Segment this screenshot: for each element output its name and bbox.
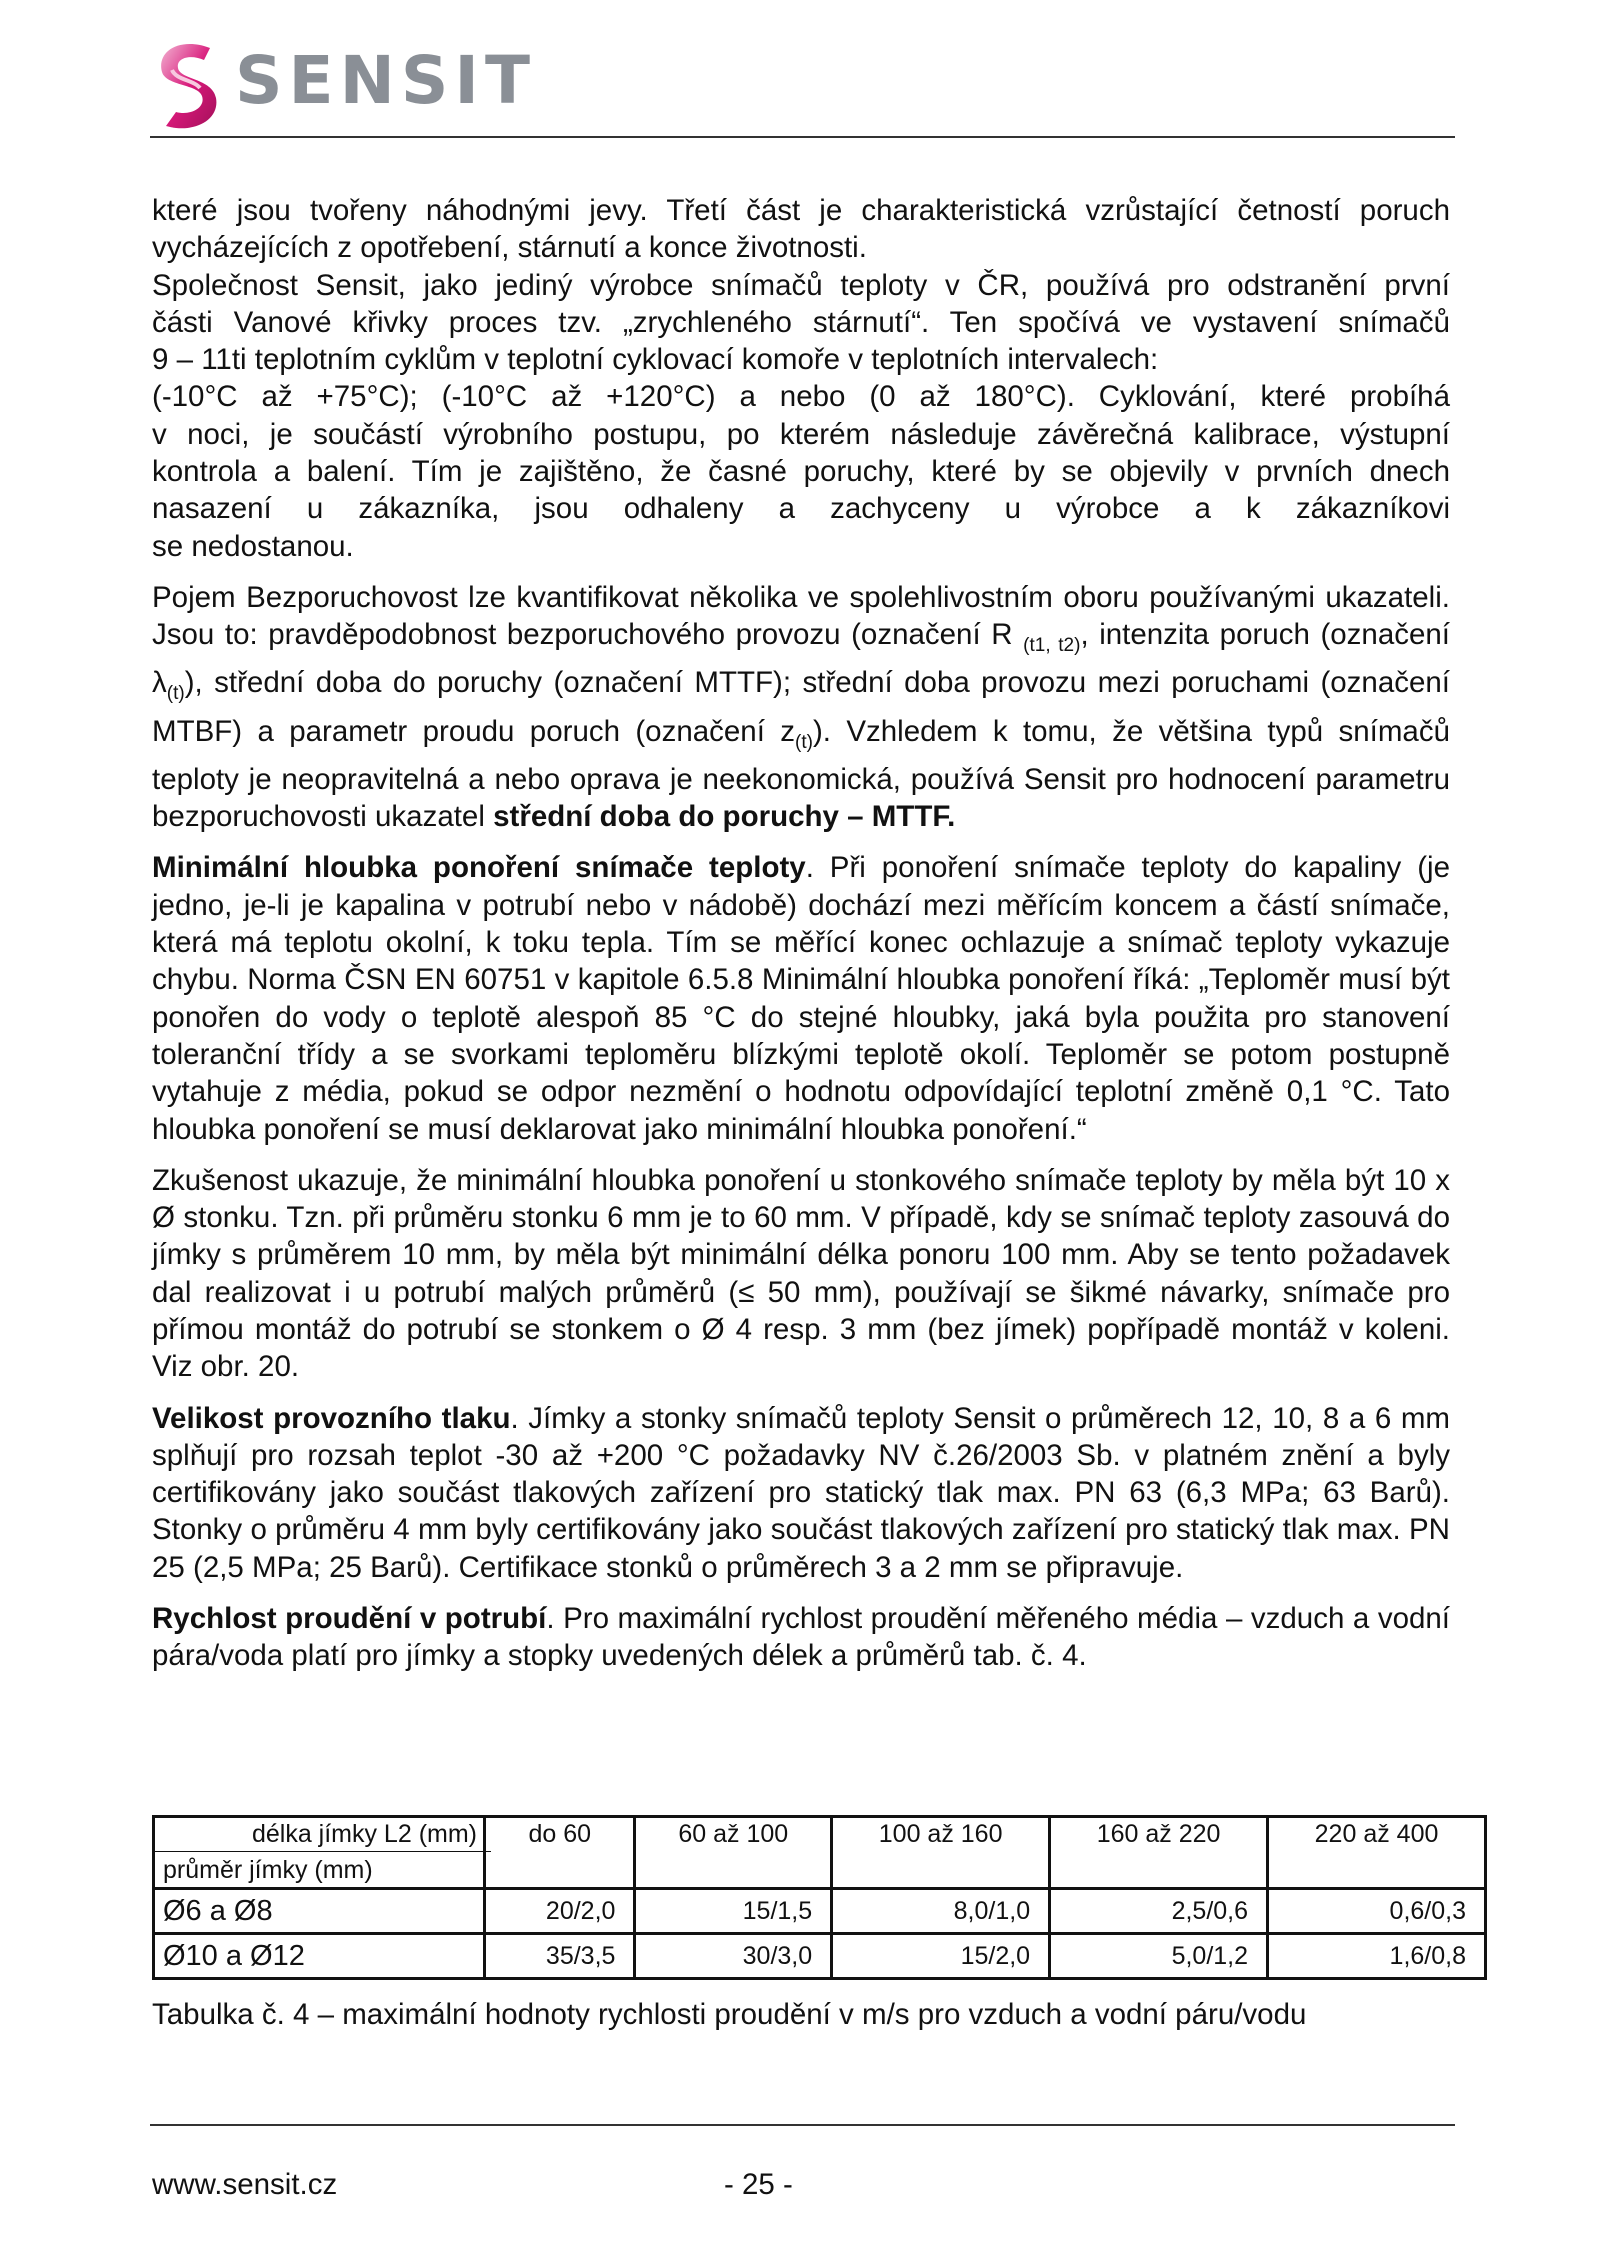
- sensit-logo-mark-icon: [150, 40, 230, 130]
- table-caption: Tabulka č. 4 – maximální hodnoty rychlosti proudění v m/s pro vzduch a vodní páru/vodu: [152, 1998, 1307, 2031]
- row-axis-label: průměr jímky (mm): [155, 1851, 491, 1885]
- table-cell: 15/2,0: [832, 1934, 1050, 1979]
- table-cell: 5,0/1,2: [1050, 1934, 1268, 1979]
- text-line: nasazení u zákazníka, jsou odhaleny a zachyceny u výrobce a k zákazníkovi: [152, 492, 1450, 526]
- brand-name: SENSIT: [235, 42, 536, 119]
- subscript: (t): [166, 683, 185, 705]
- text-line: 9 – 11ti teplotním cyklům v teplotní cyklovací komoře v teplotních intervalech:: [152, 343, 1159, 377]
- column-header: 100 až 160: [832, 1817, 1050, 1889]
- column-header: 160 až 220: [1050, 1817, 1268, 1889]
- text-span: ). Vzhledem k tomu, že většina typů snímačů teploty je neopravitelná a nebo oprava je neekonomická, používá Sensit pro hodnocení parametru bezporuchovosti ukazatel: [152, 714, 1450, 834]
- section-heading: Rychlost proudění v potrubí: [152, 1602, 547, 1636]
- footer-website-link[interactable]: www.sensit.cz: [152, 2168, 338, 2201]
- text-span: Pojem Bezporuchovost lze kvantifikovat několika ve spolehlivostním oboru používanými ukazateli. Jsou to: pravděpodobnost bezporuchového provozu (označení R: [152, 580, 1450, 652]
- text-line: části Vanové křivky proces tzv. „zrychleného stárnutí“. Ten spočívá ve vystavení snímačů: [152, 305, 1450, 339]
- flow-speed-table: [152, 1815, 1487, 1980]
- row-label: Ø6 a Ø8: [154, 1889, 485, 1934]
- text-line: se nedostanou.: [152, 529, 354, 563]
- text-span: Zkušenost ukazuje, že minimální hloubka ponoření u stonkového snímače teploty by měla být 10 x Ø stonku. Tzn. při průměru stonku 6 mm je to 60 mm. V případě, kdy se snímač teploty zasouvá do jímky s průměrem 10 mm, by měla být minimální délka ponoru 100 mm. Aby se tento požadavek dal realizovat i u potrubí malých průměrů (≤ 50 mm), používají se šikmé návarky, snímače pro přímou montáž do potrubí se stonkem o Ø 4 resp. 3 mm (bez jímek) popřípadě montáž v koleni. Viz obr. 20.: [152, 1163, 1450, 1384]
- header-divider: [150, 136, 1455, 138]
- column-axis-label: délka jímky L2 (mm): [251, 1820, 477, 1848]
- column-header: 60 až 100: [635, 1817, 832, 1889]
- text-span: . Pro maximální rychlost proudění měřeného média – vzduch a vodní pára/voda platí pro jímky a stopky uvedených délek a průměrů tab. č. 4.: [152, 1602, 1450, 1673]
- text-span: ), střední doba do poruchy (označení MTTF); střední doba provozu mezi poruchami (označení MTBF) a parametr proudu poruch (označení z: [152, 666, 1450, 748]
- paragraph-pressure: [152, 1400, 1450, 1586]
- text-line: Společnost Sensit, jako jediný výrobce snímačů teploty v ČR, používá pro odstranění první: [152, 268, 1450, 302]
- paragraph-flow-speed: [152, 1600, 1450, 1675]
- column-header: 220 až 400: [1268, 1817, 1486, 1889]
- text-line: v noci, je součástí výrobního postupu, po kterém následuje závěrečná kalibrace, výstupní: [152, 417, 1450, 451]
- table-row: [154, 1934, 1486, 1979]
- text-span: . Jímky a stonky snímačů teploty Sensit o průměrech 12, 10, 8 a 6 mm splňují pro rozsah teplot -30 až +200 °C požadavky NV č.26/2003 Sb. v platném znění a byly certifikovány jako součást tlakových zařízení pro statický tlak max. PN 63 (6,3 MPa; 63 Barů). Stonky o průměru 4 mm byly certifikovány jako součást tlakových zařízení pro statický tlak max. PN 25 (2,5 MPa; 25 Barů). Certifikace stonků o průměrech 3 a 2 mm se připravuje.: [152, 1401, 1450, 1584]
- table-cell: 30/3,0: [635, 1934, 832, 1979]
- section-heading: Minimální hloubka ponoření snímače teploty: [152, 851, 806, 885]
- table-cell: 2,5/0,6: [1050, 1889, 1268, 1934]
- subscript: (t): [795, 731, 813, 753]
- table-header-row: [154, 1817, 1486, 1889]
- row-label: Ø10 a Ø12: [154, 1934, 485, 1979]
- section-heading: Velikost provozního tlaku: [152, 1401, 511, 1435]
- text-span: , intenzita poruch (označení λ: [152, 618, 1451, 700]
- sensit-logo: [150, 40, 750, 130]
- text-line: které jsou tvořeny náhodnými jevy. Třetí část je charakteristická vzrůstající četností poruch: [152, 194, 1450, 227]
- page-number: - 25 -: [724, 2168, 793, 2201]
- table-cell: 35/3,5: [485, 1934, 635, 1979]
- text-line: (-10°C až +75°C); (-10°C až +120°C) a nebo (0 až 180°C). Cyklování, které probíhá: [152, 380, 1450, 414]
- text-line: vycházejících z opotřebení, stárnutí a konce životnosti.: [152, 231, 867, 265]
- table-row: [154, 1889, 1486, 1934]
- document-body: [152, 192, 1450, 1689]
- paragraph-failure-curve: [152, 192, 1450, 565]
- column-header: do 60: [485, 1817, 635, 1889]
- bold-term: střední doba do poruchy – MTTF.: [493, 800, 956, 834]
- table-cell: 0,6/0,3: [1268, 1889, 1486, 1934]
- footer-divider: [150, 2124, 1455, 2126]
- page-header: [150, 40, 1455, 140]
- text-line: kontrola a balení. Tím je zajištěno, že časné poruchy, které by se objevily v prvních dnech: [152, 455, 1450, 489]
- table-corner-cell: [154, 1817, 485, 1889]
- subscript: (t1, t2): [1023, 635, 1081, 657]
- paragraph-immersion-depth: [152, 849, 1450, 1147]
- paragraph-reliability: [152, 579, 1450, 835]
- text-span: . Při ponoření snímače teploty do kapaliny (je jedno, je-li je kapalina v potrubí nebo v nádobě) dochází mezi měřícím koncem a částí snímače, která má teplotu okolní, k toku tepla. Tím se měřící konec ochlazuje a snímač teploty vykazuje chybu. Norma ČSN EN 60751 v kapitole 6.5.8 Minimální hloubka ponoření říká: „Teploměr musí být ponořen do vody o teplotě alespoň 85 °C do stejné hloubky, jaká byla použita pro stanovení toleranční třídy a se svorkami teploměru blízkými teplotě okolí. Teploměr se potom postupně vytahuje z média, pokud se odpor nezmění o hodnotu odpovídající teplotní změně 0,1 °C. Tato hloubka ponoření se musí deklarovat jako minimální hloubka ponoření.“: [152, 851, 1450, 1146]
- table-cell: 8,0/1,0: [832, 1889, 1050, 1934]
- table-cell: 20/2,0: [485, 1889, 635, 1934]
- paragraph-experience: [152, 1162, 1450, 1386]
- table-cell: 15/1,5: [635, 1889, 832, 1934]
- table-cell: 1,6/0,8: [1268, 1934, 1486, 1979]
